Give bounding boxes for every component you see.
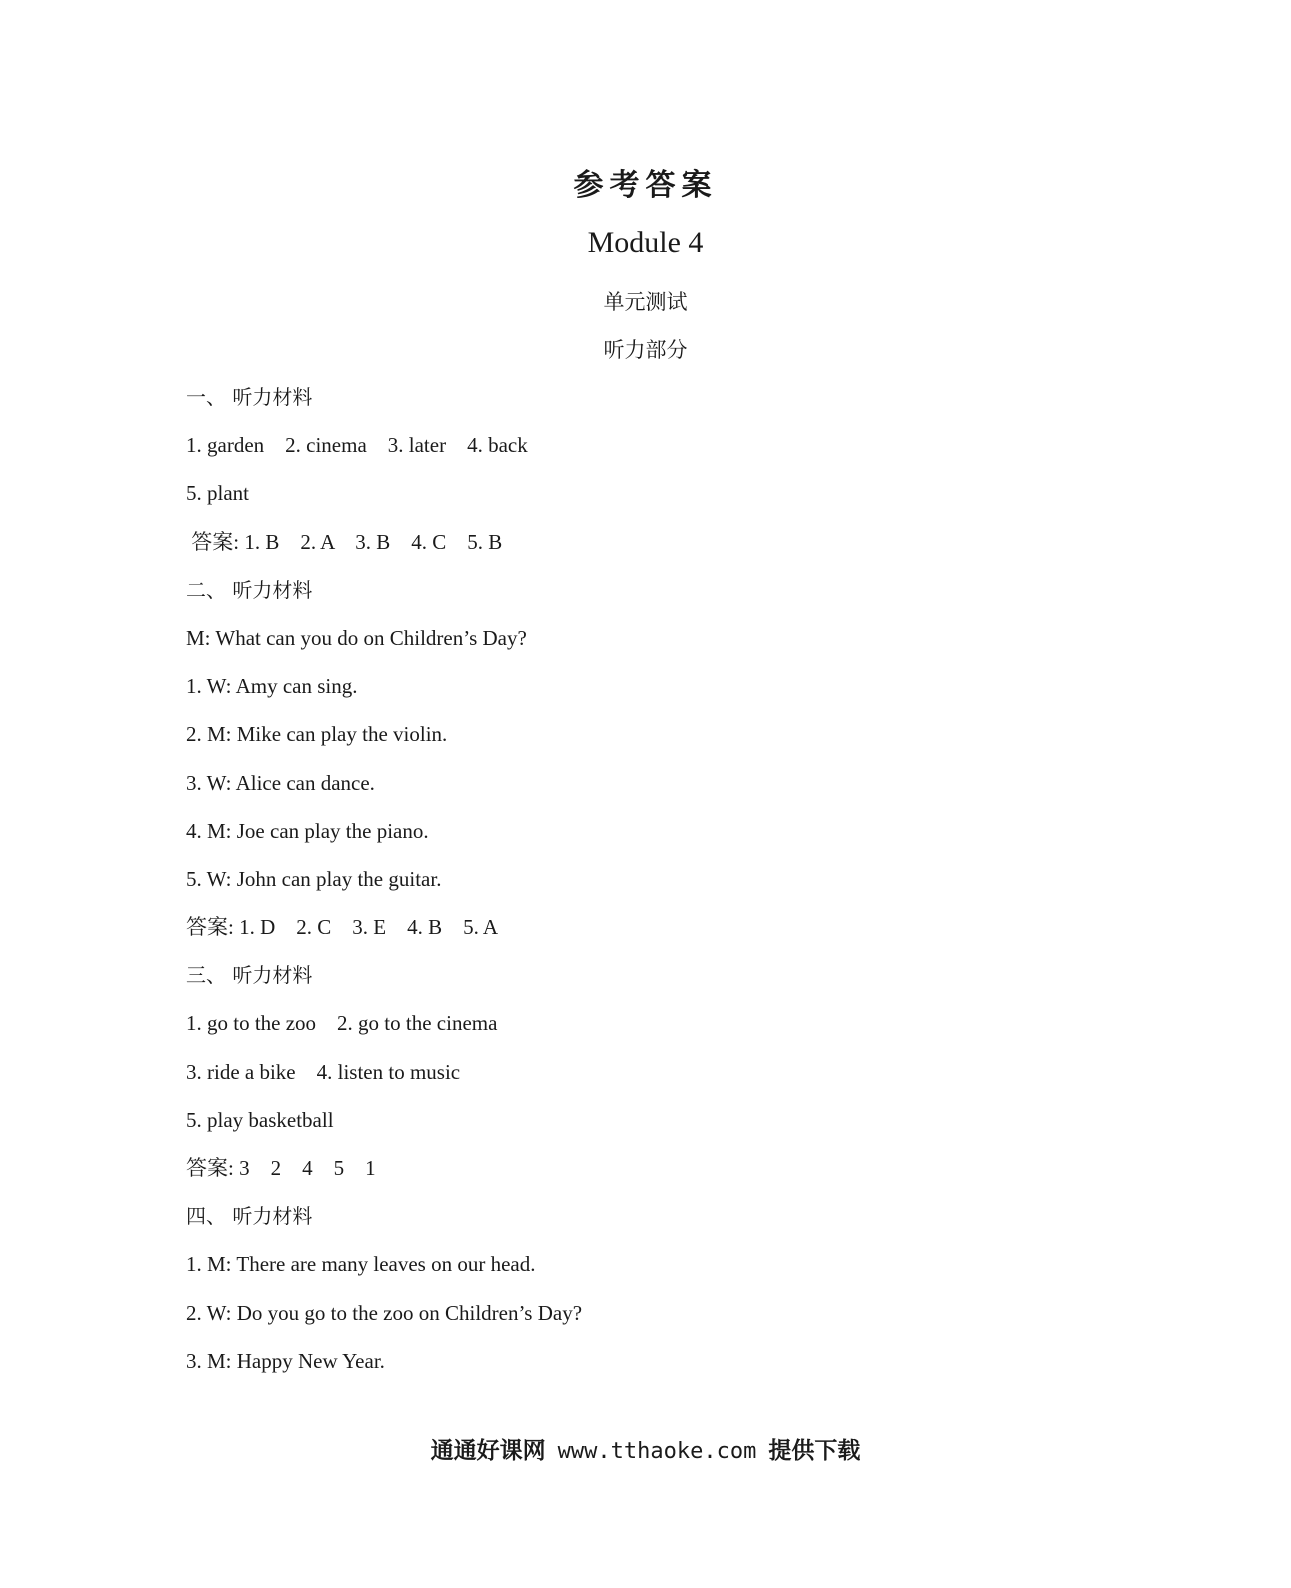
text-line: 3. M: Happy New Year. (186, 1348, 385, 1373)
document-body (186, 380, 1186, 1392)
text-line: 3. ride a bike 4. listen to music (186, 1059, 461, 1084)
unit-test-heading: 单元测试 (603, 290, 688, 314)
answer-line: 答案: 1. B 2. A 3. B 4. C 5. B (186, 529, 503, 554)
footer (0, 1432, 1291, 1465)
text-line: 4. M: Joe can play the piano. (186, 818, 429, 843)
answer-line: 答案: 3 2 4 5 1 (186, 1156, 376, 1180)
section-heading-line: 一、 听力材料 (186, 385, 313, 409)
section-heading-line: 二、 听力材料 (186, 577, 313, 602)
section-heading-line: 三、 听力材料 (186, 963, 313, 988)
text-line: 1. go to the zoo 2. go to the cinema (186, 1011, 498, 1036)
text-line: 2. W: Do you go to the zoo on Children’s Day? (186, 1300, 583, 1325)
answer-line: 答案: 1. D 2. C 3. E 4. B 5. A (186, 915, 499, 940)
footer-suffix: 提供下载 (768, 1438, 861, 1464)
text-line: 1. W: Amy can sing. (186, 674, 358, 699)
text-line: 3. W: Alice can dance. (186, 770, 375, 795)
footer-site-name: 通通好课网 (430, 1438, 546, 1464)
page-title: 参考答案 (573, 168, 718, 203)
text-line: 5. W: John can play the guitar. (186, 866, 442, 891)
text-line: 5. plant (186, 481, 249, 506)
text-line: 2. M: Mike can play the violin. (186, 722, 448, 747)
text-line: M: What can you do on Children’s Day? (186, 625, 527, 650)
section-heading-line: 四、 听力材料 (186, 1204, 313, 1229)
footer-url[interactable]: www.tthaoke.com (557, 1439, 757, 1464)
section-heading: 听力部分 (603, 338, 688, 362)
text-line: 5. play basketball (186, 1107, 334, 1132)
module-title: Module 4 (587, 226, 704, 259)
text-line: 1. M: There are many leaves on our head. (186, 1252, 536, 1277)
text-line: 1. garden 2. cinema 3. later 4. back (186, 433, 528, 458)
